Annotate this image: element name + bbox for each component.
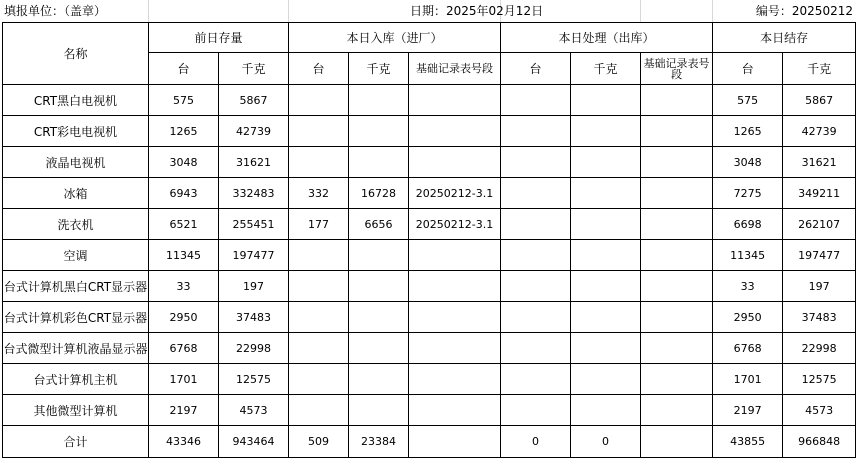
table-row xyxy=(3,85,856,116)
cell-out-record xyxy=(641,178,713,209)
cell-prev-kg: 12575 xyxy=(219,364,289,395)
cell-prev-count: 2950 xyxy=(149,302,219,333)
cell-prev-kg: 197 xyxy=(219,271,289,302)
cell-in-record xyxy=(409,116,501,147)
cell-prev-kg: 4573 xyxy=(219,395,289,426)
cell-in-record xyxy=(409,302,501,333)
table-row xyxy=(3,333,856,364)
cell-name: 液晶电视机 xyxy=(3,147,149,178)
cell-in-kg: 6656 xyxy=(349,209,409,240)
cell-out-kg xyxy=(571,302,641,333)
cell-in-kg xyxy=(349,302,409,333)
cell-in-count xyxy=(289,240,349,271)
subheader-in-count: 台 xyxy=(289,53,349,85)
cell-in-count xyxy=(289,364,349,395)
cell-in-record xyxy=(409,364,501,395)
col-header-today-out: 本日处理（出库） xyxy=(501,23,713,53)
cell-in-count: 177 xyxy=(289,209,349,240)
cell-bal-kg: 12575 xyxy=(783,364,856,395)
sheet-header xyxy=(0,0,857,22)
cell-out-count xyxy=(501,116,571,147)
cell-name: 台式计算机主机 xyxy=(3,364,149,395)
cell-in-kg xyxy=(349,271,409,302)
subheader-prev-count: 台 xyxy=(149,53,219,85)
cell-in-kg xyxy=(349,147,409,178)
cell-name: CRT彩电电视机 xyxy=(3,116,149,147)
subheader-in-record: 基础记录表号段 xyxy=(409,53,501,85)
cell-out-record xyxy=(641,426,713,458)
cell-out-count xyxy=(501,178,571,209)
cell-name: 洗衣机 xyxy=(3,209,149,240)
cell-out-kg xyxy=(571,333,641,364)
cell-bal-kg: 349211 xyxy=(783,178,856,209)
cell-bal-kg: 262107 xyxy=(783,209,856,240)
cell-in-count xyxy=(289,116,349,147)
cell-name: 台式计算机黑白CRT显示器 xyxy=(3,271,149,302)
cell-in-count xyxy=(289,395,349,426)
cell-prev-kg: 42739 xyxy=(219,116,289,147)
table-row xyxy=(3,240,856,271)
cell-in-kg xyxy=(349,240,409,271)
cell-out-record xyxy=(641,333,713,364)
table-row xyxy=(3,395,856,426)
table-row xyxy=(3,116,856,147)
cell-bal-count: 6768 xyxy=(713,333,783,364)
cell-out-record xyxy=(641,395,713,426)
cell-out-count xyxy=(501,333,571,364)
cell-in-kg xyxy=(349,364,409,395)
table-row xyxy=(3,147,856,178)
cell-in-kg xyxy=(349,116,409,147)
cell-out-kg: 0 xyxy=(571,426,641,458)
cell-out-record xyxy=(641,240,713,271)
col-header-prev-stock: 前日存量 xyxy=(149,23,289,53)
cell-bal-kg: 22998 xyxy=(783,333,856,364)
cell-bal-kg: 966848 xyxy=(783,426,856,458)
cell-out-kg xyxy=(571,271,641,302)
grid-line xyxy=(148,0,149,22)
cell-out-count: 0 xyxy=(501,426,571,458)
cell-name: 台式计算机彩色CRT显示器 xyxy=(3,302,149,333)
cell-name: 空调 xyxy=(3,240,149,271)
subheader-in-kg: 千克 xyxy=(349,53,409,85)
cell-bal-count: 2197 xyxy=(713,395,783,426)
cell-prev-count: 1701 xyxy=(149,364,219,395)
cell-out-count xyxy=(501,85,571,116)
total-row xyxy=(3,426,856,458)
cell-in-record: 20250212-3.1 xyxy=(409,178,501,209)
cell-prev-kg: 31621 xyxy=(219,147,289,178)
cell-out-record xyxy=(641,302,713,333)
cell-out-kg xyxy=(571,116,641,147)
cell-prev-kg: 37483 xyxy=(219,302,289,333)
cell-prev-count: 1265 xyxy=(149,116,219,147)
cell-in-record: 20250212-3.1 xyxy=(409,209,501,240)
cell-prev-kg: 197477 xyxy=(219,240,289,271)
cell-in-record xyxy=(409,271,501,302)
cell-in-count xyxy=(289,333,349,364)
table-row xyxy=(3,302,856,333)
cell-out-record xyxy=(641,209,713,240)
cell-prev-count: 6768 xyxy=(149,333,219,364)
cell-out-kg xyxy=(571,240,641,271)
cell-bal-count: 2950 xyxy=(713,302,783,333)
cell-prev-count: 575 xyxy=(149,85,219,116)
cell-name: 其他微型计算机 xyxy=(3,395,149,426)
filler-unit-label: 填报单位：（盖章） xyxy=(4,4,107,18)
cell-in-count: 509 xyxy=(289,426,349,458)
cell-prev-count: 11345 xyxy=(149,240,219,271)
subheader-out-kg: 千克 xyxy=(571,53,641,85)
col-header-name: 名称 xyxy=(3,23,149,85)
cell-prev-count: 3048 xyxy=(149,147,219,178)
inventory-table xyxy=(2,22,856,458)
cell-out-count xyxy=(501,395,571,426)
cell-out-kg xyxy=(571,178,641,209)
cell-out-kg xyxy=(571,209,641,240)
cell-bal-kg: 197 xyxy=(783,271,856,302)
cell-in-kg: 16728 xyxy=(349,178,409,209)
cell-out-record xyxy=(641,85,713,116)
subheader-out-count: 台 xyxy=(501,53,571,85)
cell-bal-count: 11345 xyxy=(713,240,783,271)
cell-in-record xyxy=(409,85,501,116)
cell-out-record xyxy=(641,147,713,178)
cell-bal-kg: 197477 xyxy=(783,240,856,271)
cell-bal-count: 1701 xyxy=(713,364,783,395)
cell-prev-kg: 332483 xyxy=(219,178,289,209)
cell-in-kg xyxy=(349,333,409,364)
cell-out-kg xyxy=(571,147,641,178)
subheader-out-record: 基础记录表号段 xyxy=(641,53,713,85)
cell-in-record xyxy=(409,333,501,364)
cell-bal-count: 6698 xyxy=(713,209,783,240)
cell-bal-kg: 4573 xyxy=(783,395,856,426)
table-row xyxy=(3,364,856,395)
cell-out-count xyxy=(501,364,571,395)
cell-out-count xyxy=(501,302,571,333)
cell-bal-count: 575 xyxy=(713,85,783,116)
grid-line xyxy=(640,0,641,22)
cell-in-count: 332 xyxy=(289,178,349,209)
grid-line xyxy=(288,0,289,22)
cell-bal-count: 1265 xyxy=(713,116,783,147)
cell-bal-count: 43855 xyxy=(713,426,783,458)
cell-prev-kg: 22998 xyxy=(219,333,289,364)
subheader-prev-kg: 千克 xyxy=(219,53,289,85)
cell-out-record xyxy=(641,364,713,395)
cell-bal-kg: 42739 xyxy=(783,116,856,147)
cell-name: CRT黑白电视机 xyxy=(3,85,149,116)
cell-in-count xyxy=(289,147,349,178)
cell-out-count xyxy=(501,209,571,240)
cell-name: 合计 xyxy=(3,426,149,458)
cell-in-record xyxy=(409,395,501,426)
grid-line xyxy=(712,0,713,22)
cell-bal-kg: 37483 xyxy=(783,302,856,333)
cell-in-count xyxy=(289,271,349,302)
cell-in-record xyxy=(409,147,501,178)
cell-out-record xyxy=(641,116,713,147)
cell-in-record xyxy=(409,240,501,271)
cell-in-count xyxy=(289,85,349,116)
cell-prev-kg: 255451 xyxy=(219,209,289,240)
report-date-label: 日期：2025年02月12日 xyxy=(410,4,544,18)
cell-out-count xyxy=(501,240,571,271)
table-row xyxy=(3,271,856,302)
cell-in-kg xyxy=(349,85,409,116)
cell-name: 台式微型计算机液晶显示器 xyxy=(3,333,149,364)
subheader-bal-count: 台 xyxy=(713,53,783,85)
cell-bal-count: 33 xyxy=(713,271,783,302)
cell-in-record xyxy=(409,426,501,458)
cell-prev-count: 6943 xyxy=(149,178,219,209)
cell-in-kg: 23384 xyxy=(349,426,409,458)
cell-out-record xyxy=(641,271,713,302)
cell-bal-kg: 31621 xyxy=(783,147,856,178)
cell-prev-count: 6521 xyxy=(149,209,219,240)
cell-prev-count: 33 xyxy=(149,271,219,302)
col-header-today-balance: 本日结存 xyxy=(713,23,856,53)
serial-number-label: 编号：20250212 xyxy=(755,4,853,18)
header-row-main xyxy=(3,23,856,53)
cell-in-kg xyxy=(349,395,409,426)
cell-bal-count: 3048 xyxy=(713,147,783,178)
cell-name: 冰箱 xyxy=(3,178,149,209)
cell-out-count xyxy=(501,271,571,302)
cell-prev-kg: 943464 xyxy=(219,426,289,458)
cell-out-kg xyxy=(571,364,641,395)
cell-bal-kg: 5867 xyxy=(783,85,856,116)
cell-prev-count: 43346 xyxy=(149,426,219,458)
cell-out-kg xyxy=(571,395,641,426)
subheader-bal-kg: 千克 xyxy=(783,53,856,85)
table-row xyxy=(3,209,856,240)
cell-in-count xyxy=(289,302,349,333)
col-header-today-in: 本日入库（进厂） xyxy=(289,23,501,53)
cell-bal-count: 7275 xyxy=(713,178,783,209)
cell-prev-count: 2197 xyxy=(149,395,219,426)
cell-out-count xyxy=(501,147,571,178)
cell-prev-kg: 5867 xyxy=(219,85,289,116)
table-row xyxy=(3,178,856,209)
cell-out-kg xyxy=(571,85,641,116)
